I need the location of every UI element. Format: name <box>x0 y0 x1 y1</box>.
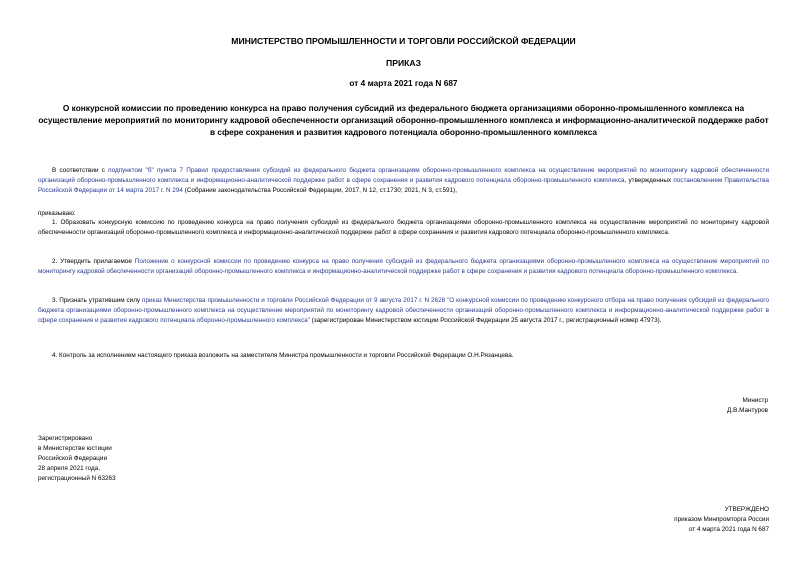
approval-stamp <box>674 505 769 535</box>
document-title: О конкурсной комиссии по проведению конкурса на право получения субсидий из федерального бюджета организациями оборонно-промышленного комплекса на осуществление мероприятий по мониторингу кадровой обеспеченности организаций оборонно-промышленного комплекса и информационно-аналитической поддержке работ в сфере сохранения и развития кадрового потенциала оборонно-промышленного комплекса <box>38 103 769 137</box>
document-date-number: от 4 марта 2021 года N 687 <box>349 78 458 88</box>
registration-line: 28 апреля 2021 года, <box>38 465 100 472</box>
preamble-text-b: , утвержденных <box>624 177 674 184</box>
approval-line: приказом Минпромторга России <box>674 516 769 523</box>
registration-line: в Министерстве юстиции <box>38 445 112 452</box>
approval-line: УТВЕРЖДЕНО <box>724 506 769 513</box>
paragraph-preamble <box>38 166 769 196</box>
preamble-text-c: (Собрание законодательства Российской Федерации, 2017, N 12, ст.1730; 2021, N 3, ст.591), <box>182 187 457 194</box>
registration-block <box>38 434 116 484</box>
paragraph-item-2 <box>38 257 769 277</box>
preamble-text-a: В соответствии с <box>52 167 109 174</box>
item-3-text-b: (зарегистрирован Министерством юстиции Российской Федерации 25 августа 2017 г., регистрационный номер 47973). <box>309 317 662 324</box>
registration-line: Российской Федерации <box>38 455 107 462</box>
signature-position: Министр <box>742 397 768 404</box>
document-type: ПРИКАЗ <box>386 58 421 68</box>
paragraph-order-word: приказываю: <box>38 210 76 217</box>
link-rules-subparagraph[interactable]: подпунктом "б" пункта 7 Правил предоставления субсидий из федерального бюджета организациям оборонно-промышленного комплекса на осуществление мероприятий по мониторингу кадровой обеспеченности организаций оборонно-промышленного комплекса и информационно-аналитической поддержке работ в сфере сохранения и развития кадрового потенциала оборонно-промышленного комплекса <box>38 167 769 184</box>
ministry-heading: МИНИСТЕРСТВО ПРОМЫШЛЕННОСТИ И ТОРГОВЛИ РОССИЙСКОЙ ФЕДЕРАЦИИ <box>231 36 576 46</box>
registration-line: Зарегистрировано <box>38 435 93 442</box>
item-2-text-a: 2. Утвердить прилагаемое <box>52 258 135 265</box>
signature-name: Д.В.Мантуров <box>727 407 768 414</box>
approval-line: от 4 марта 2021 года N 687 <box>688 526 769 533</box>
link-government-resolution[interactable]: постановлением Правительства Российской Федерации от 14 марта 2017 г. N 294 <box>38 177 769 194</box>
item-3-text-a: 3. Признать утратившим силу <box>52 297 143 304</box>
paragraph-item-3 <box>38 296 769 326</box>
link-commission-regulation[interactable]: Положение о конкурсной комиссии по проведению конкурса на право получения субсидий из федерального бюджета организациями оборонно-промышленного комплекса на осуществление мероприятий по мониторингу кадровой обеспеченности организаций оборонно-промышленного комплекса и информационно-аналитической поддержке работ в сфере сохранения и развития кадрового потенциала оборонно-промышленного комплекса <box>38 258 769 275</box>
signature-block <box>727 396 768 416</box>
paragraph-item-4: 4. Контроль за исполнением настоящего приказа возложить на заместителя Министра промышленности и торговли Российской Федерации О.Н.Рязанцева. <box>52 352 514 359</box>
item-2-text-b: . <box>736 268 739 275</box>
paragraph-item-1: 1. Образовать конкурсную комиссию по проведению конкурса на право получения субсидий из федерального бюджета организациями оборонно-промышленного комплекса на осуществление мероприятий по мониторингу кадровой обеспеченности организаций оборонно-промышленного комплекса и информационно-аналитической поддержке работ в сфере сохранения и развития кадрового потенциала оборонно-промышленного комплекса. <box>38 219 769 236</box>
registration-line: регистрационный N 63263 <box>38 475 116 482</box>
link-repealed-order[interactable]: приказ Министерства промышленности и торговли Российской Федерации от 9 августа 2017 г. N 2628 "О конкурсной комиссии по проведению конкурсного отбора на право получения субсидий из федерального бюджета организациями оборонно-промышленного комплекса на осуществление мероприятий по мониторингу кадровой обеспеченности организаций оборонно-промышленного комплекса и информационно-аналитической поддержке работ в сфере сохранения и развития кадрового потенциала оборонно-промышленного комплекса" <box>38 297 769 324</box>
